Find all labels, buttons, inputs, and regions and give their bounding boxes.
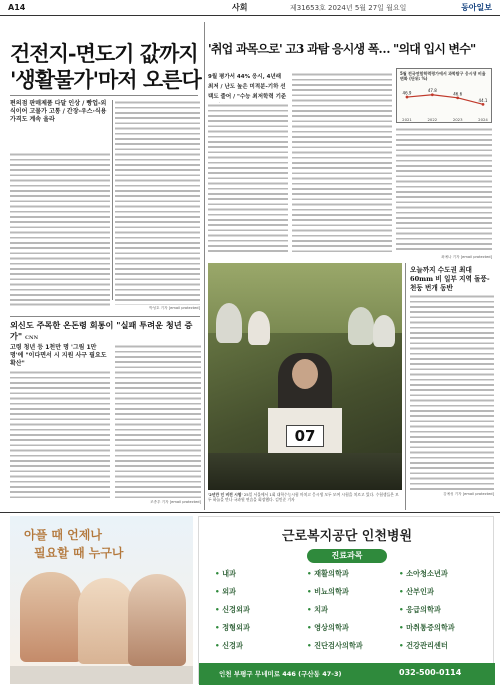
hospital-address: 인천 부평구 무네미로 446 (구산동 47-3) xyxy=(219,670,342,678)
bullet-icon: • xyxy=(215,569,223,578)
chart-x-tick-label: 2022 xyxy=(427,117,438,122)
bullet-icon: • xyxy=(307,623,315,632)
article3-body-col2 xyxy=(115,344,201,498)
news-photo xyxy=(208,263,402,490)
department-label: 신경외과 xyxy=(222,605,250,614)
department-item xyxy=(399,605,441,615)
department-item xyxy=(307,605,328,615)
chart-title: 5월 전국연합학력평가에서 과학탐구 응시생 비율 변화 (단위: %) xyxy=(400,71,486,81)
column-rule xyxy=(204,22,205,510)
department-item xyxy=(307,569,349,579)
page-header xyxy=(0,0,500,16)
article1-body-col2 xyxy=(115,100,200,305)
dept-title: 진료과목 xyxy=(307,549,387,563)
photo-caption xyxy=(208,492,402,502)
department-grid xyxy=(215,569,485,661)
article1-body-tail xyxy=(10,302,110,307)
chart-point xyxy=(431,93,434,96)
department-item xyxy=(399,569,448,579)
article4-body xyxy=(410,294,494,490)
divider xyxy=(10,316,200,317)
chart-data-label: 46.6 xyxy=(453,91,463,97)
ad-left-footer xyxy=(10,666,193,684)
chart-data-label: 46.9 xyxy=(402,90,412,96)
department-item xyxy=(215,587,236,597)
ad-left-line1: 아플 때 언제나 xyxy=(24,528,102,542)
bullet-icon: • xyxy=(215,605,223,614)
department-label: 진단검사의학과 xyxy=(314,641,363,650)
photo-person xyxy=(373,315,395,347)
department-item xyxy=(215,605,250,615)
article3-headline xyxy=(10,320,200,344)
chart-data-label: 47.8 xyxy=(427,88,437,94)
bullet-icon: • xyxy=(399,605,407,614)
article1-body-col1 xyxy=(10,152,110,302)
department-label: 건강관리센터 xyxy=(406,641,448,650)
article1-subhead: 편의점 판매제품 다달 인상 / 빵업-외식이어 고물가 고통 / 간장-우스·식용가격도 계속 올라 xyxy=(10,100,107,123)
article3-headline-text: 외신도 주목한 온돈령 회통이 "실패 투려운 청년 증가" xyxy=(10,320,193,341)
hospital-phone: 032-500-0114 xyxy=(399,668,462,677)
photo-caption-title: '2년만 인 비전 시험' xyxy=(208,492,243,497)
department-label: 응급의학과 xyxy=(406,605,441,614)
bullet-icon: • xyxy=(307,587,315,596)
bullet-icon: • xyxy=(215,623,223,632)
department-label: 산부인과 xyxy=(406,587,434,596)
article2-byline: 최예나 기자 [email protected] xyxy=(441,255,492,259)
newspaper-logo: 동아일보 xyxy=(461,2,492,12)
department-item xyxy=(399,623,455,633)
article2-body-col3 xyxy=(396,127,492,253)
chart-x-tick-label: 2021 xyxy=(402,117,412,122)
bullet-icon: • xyxy=(307,641,315,650)
ad-left-banner xyxy=(10,516,193,684)
column-rule xyxy=(112,100,113,300)
department-item xyxy=(215,623,250,633)
photo-main-face xyxy=(292,359,318,389)
section-name: 사회 xyxy=(232,3,248,12)
article3-byline: 조종우 기자 [email protected] xyxy=(150,500,201,504)
department-item xyxy=(215,641,243,651)
chart-series-line xyxy=(407,95,483,105)
article1-headline-line1: 건전지-면도기 값까지 xyxy=(10,41,198,66)
ad-divider xyxy=(0,512,500,513)
bullet-icon: • xyxy=(307,569,315,578)
photo-ground xyxy=(208,453,402,490)
department-label: 비뇨의학과 xyxy=(314,587,349,596)
ad-right-banner xyxy=(198,516,494,684)
article3-tag: CNN xyxy=(25,335,39,341)
photo-person xyxy=(216,303,242,343)
department-item xyxy=(307,641,363,651)
bullet-icon: • xyxy=(215,641,223,650)
divider xyxy=(10,95,198,96)
bullet-icon: • xyxy=(307,605,315,614)
ad-person-right xyxy=(128,574,186,666)
article2-body-col2 xyxy=(292,72,392,253)
line-chart xyxy=(397,69,493,124)
issue-date: 제31653호 2024년 5월 27일 월요일 xyxy=(290,3,407,12)
bullet-icon: • xyxy=(399,587,407,596)
article2-subhead: 9월 평가서 44% 응시, 4년래 최저 / 난도 높은 미적분-기하 선택도 줄어 / "수능 최저학력 기준 xyxy=(208,74,287,100)
bullet-icon: • xyxy=(399,623,407,632)
department-item xyxy=(307,587,349,597)
department-label: 마취통증의학과 xyxy=(406,623,455,632)
page-number: A14 xyxy=(8,3,26,12)
chart-x-tick-label: 2023 xyxy=(452,117,463,122)
department-item xyxy=(215,569,236,579)
department-label: 치과 xyxy=(314,605,328,614)
ad-right-footer xyxy=(199,663,495,685)
article1-byline: 박성호 기자 [email protected] xyxy=(149,306,200,310)
department-label: 소아청소년과 xyxy=(406,569,448,578)
article1-headline-line2: '생활물가'마저 오른다 xyxy=(10,67,201,92)
article4-byline: 김예성 기자 [email protected] xyxy=(443,492,494,496)
race-bib: 07 xyxy=(286,425,324,447)
bullet-icon: • xyxy=(215,587,223,596)
department-item xyxy=(307,623,349,633)
ad-left-line2: 필요할 때 누구나 xyxy=(34,546,124,560)
column-rule xyxy=(405,263,406,510)
chart-point xyxy=(482,103,485,106)
department-item xyxy=(399,587,434,597)
bullet-icon: • xyxy=(399,641,407,650)
photo-person xyxy=(348,307,374,345)
chart-x-tick-label: 2024 xyxy=(478,117,488,122)
article2-body-col1 xyxy=(208,103,288,253)
department-item xyxy=(399,641,448,651)
article3-body-col1 xyxy=(10,370,110,498)
photo-person xyxy=(248,311,270,345)
article4-headline: 오늘까지 수도권 최대 60mm 비 일부 지역 돌풍-천둥 번개 동반 xyxy=(410,266,490,292)
hospital-name: 근로복지공단 인천병원 xyxy=(281,529,413,544)
ad-person-left xyxy=(20,572,82,662)
bullet-icon: • xyxy=(399,569,407,578)
department-label: 외과 xyxy=(222,587,236,596)
chart-data-label: 44.1 xyxy=(478,97,488,103)
department-label: 내과 xyxy=(222,569,236,578)
ad-person-center xyxy=(78,578,134,664)
chart-point xyxy=(406,96,409,99)
photo-caption-text: 25일 서울에서 1회 대학수능시험 마치고 응시생 모두 모여 시험을 치르고 있다. 수험생들은 모두 하늘을 만나 국과원 연습을 회장했다. 김민준 기자 xyxy=(208,492,399,502)
chart-box xyxy=(396,68,492,123)
department-label: 재활의학과 xyxy=(314,569,349,578)
department-label: 정형외과 xyxy=(222,623,250,632)
article2-headline: '취업 과목으로' 고3 과탐 응시생 폭… "의대 입시 변수" xyxy=(208,42,476,56)
article3-subhead: 고령 청년 등 1천만 명 '그림 1만 명'에 "이다면서 시 지원 사구 필요도 확산" xyxy=(10,344,107,367)
department-label: 신경과 xyxy=(222,641,243,650)
chart-point xyxy=(456,96,459,99)
department-label: 영상의학과 xyxy=(314,623,349,632)
